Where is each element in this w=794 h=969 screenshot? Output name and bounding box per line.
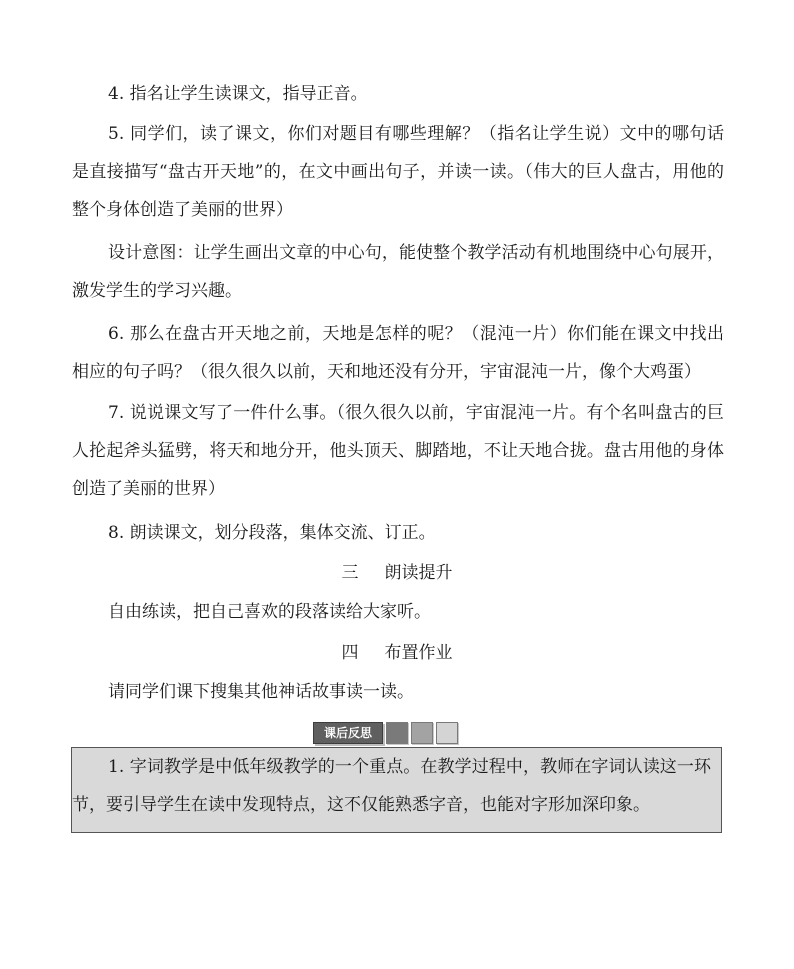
reflection-text: 1. 字词教学是中低年级教学的一个重点。在教学过程中，教师在字词认读这一环节，要引导学生在读中发现特点，这不仅能熟悉字音，也能对字形加深印象。 bbox=[72, 757, 711, 815]
step-7-paragraph: 7. 说说课文写了一件什么事。（很久很久以前，宇宙混沌一片。有个名叫盘古的巨人抡起斧头猛劈，将天和地分开，他头顶天、脚踏地，不让天地合拢。盘古用他的身体创造了美丽的世界） bbox=[72, 403, 724, 499]
section-heading-homework bbox=[0, 634, 794, 672]
step-6-paragraph: 6. 那么在盘古开天地之前，天地是怎样的呢？（混沌一片）你们能在课文中找出相应的句子吗？（很久很久以前，天和地还没有分开，宇宙混沌一片，像个大鸡蛋） bbox=[72, 324, 724, 382]
design-intent-paragraph: 设计意图：让学生画出文章的中心句，能使整个教学活动有机地围绕中心句展开，激发学生的学习兴趣。 bbox=[72, 243, 724, 301]
banner-square-decoration bbox=[436, 722, 458, 744]
step-5-paragraph: 5. 同学们，读了课文，你们对题目有哪些理解？（指名让学生说）文中的哪句话是直接描写“盘古开天地”的，在文中画出句子，并读一读。（伟大的巨人盘古，用他的整个身体创造了美丽的世界） bbox=[72, 124, 724, 220]
reflection-banner bbox=[313, 722, 458, 744]
section-title: 朗读提升 bbox=[384, 563, 453, 583]
reflection-box bbox=[71, 747, 722, 833]
step-8-paragraph: 8. 朗读课文，划分段落，集体交流、订正。 bbox=[108, 523, 436, 543]
section-title: 布置作业 bbox=[384, 643, 453, 663]
section-body-homework: 请同学们课下搜集其他神话故事读一读。 bbox=[108, 682, 414, 702]
section-number: 三 bbox=[341, 563, 359, 583]
section-body-reading: 自由练读，把自己喜欢的段落读给大家听。 bbox=[108, 602, 431, 622]
banner-square-decoration bbox=[411, 722, 433, 744]
banner-square-decoration bbox=[386, 722, 408, 744]
section-heading-reading bbox=[0, 554, 794, 592]
step-4-paragraph: 4. 指名让学生读课文，指导正音。 bbox=[108, 84, 368, 104]
section-number: 四 bbox=[341, 643, 359, 663]
reflection-banner-label: 课后反思 bbox=[313, 722, 383, 744]
